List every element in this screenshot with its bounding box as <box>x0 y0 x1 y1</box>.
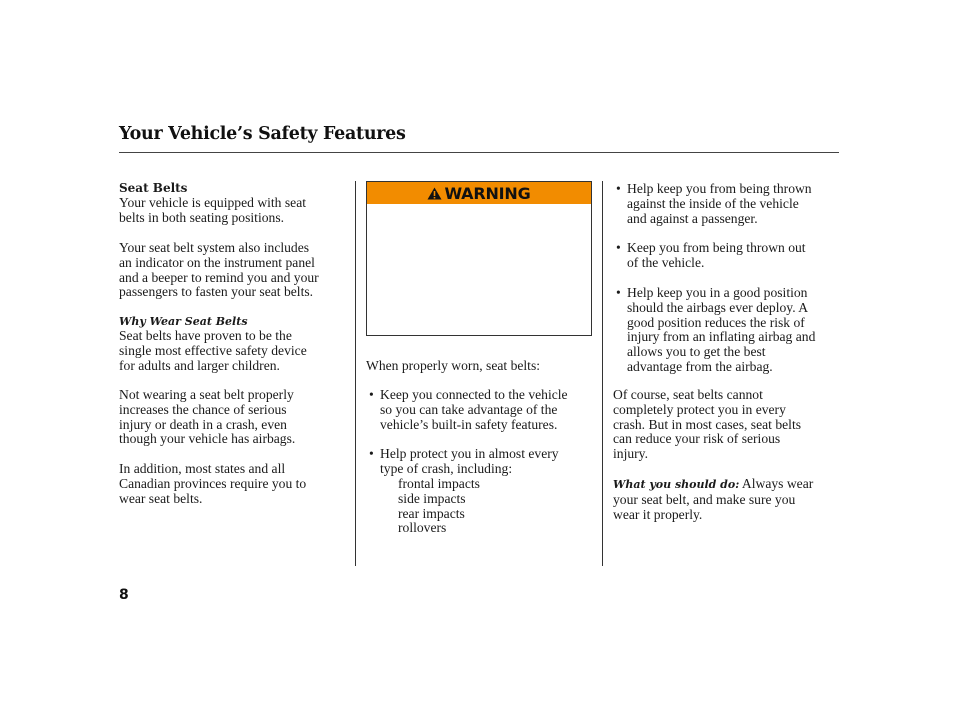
col3-paragraph-1: Of course, seat belts cannot completely protect you in every crash. But in most cases, seat belts can reduce your risk of serious injury. <box>613 387 802 462</box>
col1-paragraph-5: In addition, most states and all Canadian provinces require you to wear seat belts. <box>119 461 307 506</box>
col1-paragraph-2: Your seat belt system also includes an indicator on the instrument panel and a beeper to remind you and your passengers to fasten your seat belts. <box>119 240 319 300</box>
warning-label: WARNING <box>444 183 531 203</box>
col3-bullet-3: Help keep you in a good position should the airbags ever deploy. A good position reduces the risk of injury from an inflating airbag and allows you to get the best advantage from the airbag. <box>627 285 816 374</box>
list-item: side impacts <box>398 490 466 506</box>
col3-what-to-do: What you should do: Always wear your seat belt, and make sure you wear it properly. <box>613 476 814 522</box>
col2-bullet-1: Keep you connected to the vehicle so you can take advantage of the vehicle’s built-in safety features. <box>380 387 568 432</box>
warning-box <box>366 181 592 336</box>
col1-paragraph-4: Not wearing a seat belt properly increases the chance of serious injury or death in a crash, even though your vehicle has airbags. <box>119 387 296 447</box>
page-title: Your Vehicle’s Safety Features <box>119 124 406 144</box>
col2-intro: When properly worn, seat belts: <box>366 358 541 373</box>
list-item: frontal impacts <box>398 476 480 491</box>
crash-types-list <box>398 477 480 536</box>
col2-bullet-2: Help protect you in almost every type of crash, including: <box>380 446 559 476</box>
warning-header <box>367 182 591 204</box>
column-divider-right <box>602 181 603 566</box>
subheading-why-wear-seat-belts: Why Wear Seat Belts <box>119 315 248 328</box>
what-you-should-do-label: What you should do: <box>613 478 740 491</box>
list-item: rollovers <box>398 520 447 536</box>
bullet-marker: • <box>369 446 374 461</box>
col3-bullet-2: Keep you from being thrown out of the vehicle. <box>627 240 806 270</box>
bullet-marker: • <box>616 285 621 300</box>
warning-triangle-icon <box>427 185 442 204</box>
page-number: 8 <box>119 587 129 603</box>
bullet-marker: • <box>369 387 374 402</box>
col1-paragraph-1: Your vehicle is equipped with seat belts in both seating positions. <box>119 195 307 225</box>
bullet-marker: • <box>616 181 621 196</box>
column-divider-left <box>355 181 356 566</box>
bullet-marker: • <box>616 240 621 255</box>
col3-bullet-1: Help keep you from being thrown against the inside of the vehicle and against a passenger. <box>627 181 812 226</box>
section-heading-seat-belts: Seat Belts <box>119 181 188 195</box>
title-rule <box>119 152 839 153</box>
list-item: rear impacts <box>398 505 465 521</box>
col1-paragraph-3: Seat belts have proven to be the single most effective safety device for adults and larger children. <box>119 328 307 373</box>
